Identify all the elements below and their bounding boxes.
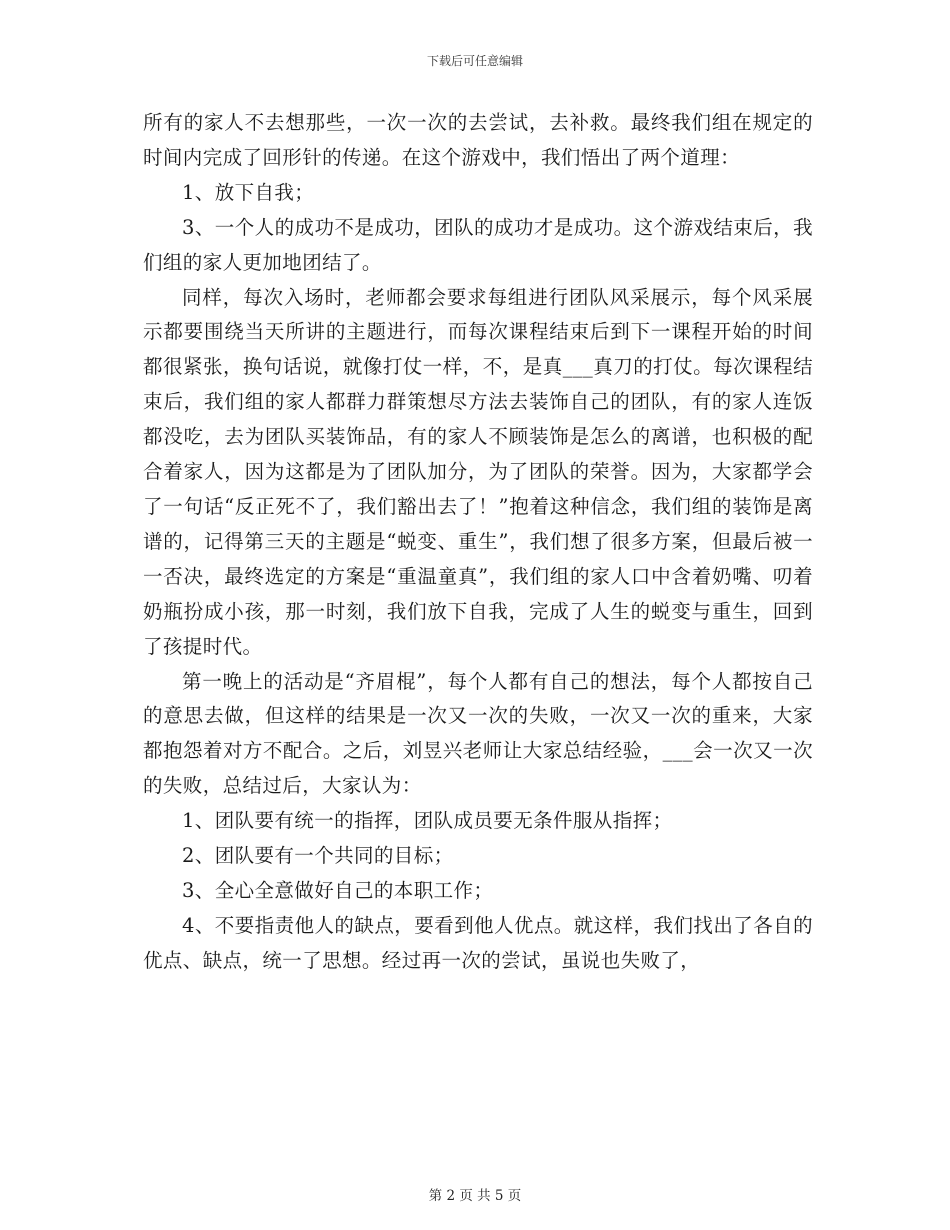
paragraph-2: 1、放下自我； bbox=[182, 180, 315, 204]
document-body bbox=[143, 106, 813, 979]
paragraph-8: 3、全心全意做好自己的本职工作； bbox=[182, 878, 494, 902]
paragraph-1: 所有的家人不去想那些，一次一次的去尝试，去补救。最终我们组在规定的时间内完成了回形针的传递。在这个游戏中，我们悟出了两个道理： bbox=[143, 111, 813, 169]
paragraph-5: 第一晚上的活动是“齐眉棍”，每个人都有自己的想法，每个人都按自己的意思去做，但这样的结果是一次又一次的失败，一次又一次的重来，大家都抱怨着对方不配合。之后，刘昱兴老师让大家总结经验，___会一次又一次的失败，总结过后，大家认为： bbox=[143, 669, 813, 798]
paragraph-7: 2、团队要有一个共同的目标； bbox=[182, 844, 454, 868]
page-header: 下载后可任意编辑 bbox=[426, 54, 523, 68]
paragraph-3: 3、一个人的成功不是成功，团队的成功才是成功。这个游戏结束后，我们组的家人更加地团结了。 bbox=[143, 215, 813, 274]
paragraph-4: 同样，每次入场时，老师都会要求每组进行团队风采展示，每个风采展示都要围绕当天所讲的主题进行，而每次课程结束后到下一课程开始的时间都很紧张，换句话说，就像打仗一样，不，是真___真刀的打仗。每次课程结束后，我们组的家人都群力群策想尽方法去装饰自己的团队，有的家人连饭都没吃，去为团队买装饰品，有的家人不顾装饰是怎么的离谱，也积极的配合着家人，因为这都是为了团队加分，为了团队的荣誉。因为，大家都学会了一句话“反正死不了，我们豁出去了！”抱着这种信念，我们组的装饰是离谱的，记得第三天的主题是“蜕变、重生”，我们想了很多方案，但最后被一一否决，最终选定的方案是“重温童真”，我们组的家人口中含着奶嘴、叨着奶瓶扮成小孩，那一时刻，我们放下自我，完成了人生的蜕变与重生，回到了孩提时代。 bbox=[143, 285, 813, 658]
paragraph-6: 1、团队要有统一的指挥，团队成员要无条件服从指挥； bbox=[182, 809, 673, 833]
page-footer: 第 2 页 共 5 页 bbox=[428, 1188, 522, 1204]
paragraph-9: 4、不要指责他人的缺点，要看到他人优点。就这样，我们找出了各自的优点、缺点，统一了思想。经过再一次的尝试，虽说也失败了， bbox=[143, 913, 813, 972]
